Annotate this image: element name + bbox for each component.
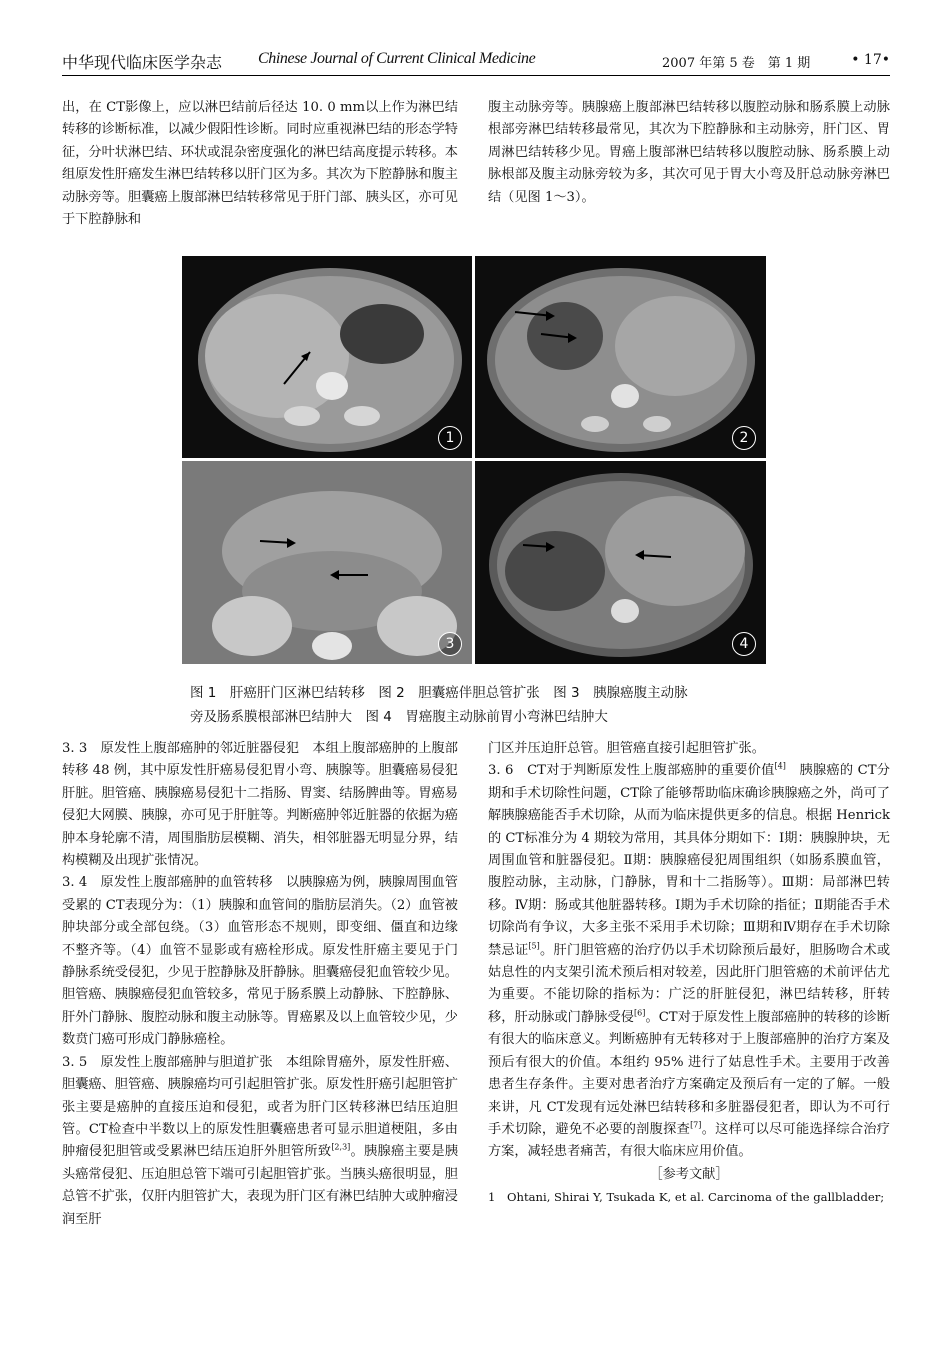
ct-image-figure-4	[475, 461, 766, 664]
section-3-4: 3. 4 原发性上腹部癌肿的血管转移 以胰腺癌为例，胰腺周围血管受累的 CT表现分为：（1）胰腺和血管间的脂肪层消失。（2）血管被肿块部分或全部包绕。（3）血管形态不规则，即变细、僵直和边缘不整齐等。（4）血管不显影或有癌栓形成。原发性肝癌主要见于门静脉系统受侵犯，少见于腔静脉及肝静脉。胆囊癌侵犯血管较少见。胆管癌、胰腺癌侵犯血管较多，常见于肠系膜上动静脉、下腔静脉、肝外门静脉、腹腔动脉和腹主动脉等。胃癌累及以上血管较少见，少数贲门癌可形成门静脉癌栓。	[62, 875, 458, 1048]
section-3-5	[62, 1052, 458, 1231]
section-3-6-text: 。这样可以尽可能选择综合治疗方案，减轻患者痛苦，有很大临床应用价值。	[488, 1121, 890, 1160]
section-3-6-text: 。肝门胆管癌的治疗仍以手术切除预后最好，胆肠吻合术或姑息性的内支架引流术预后相对较差，因此肝门胆管癌的术前评估尤为重要。不能切除的指标为：广泛的肝脏侵犯，淋巴结转移，肝转移，肝动脉或门静脉受侵	[488, 942, 891, 1025]
journal-title-en: Chinese Journal of Current Clinical Medicine	[258, 50, 536, 67]
figure-number-badge: 2	[732, 426, 756, 450]
citation: [2,3]	[331, 1142, 351, 1152]
ct-image-figure-3	[182, 461, 472, 664]
figure-number-badge: 4	[732, 632, 756, 656]
ct-image-figure-2	[475, 256, 766, 458]
section-3-5-text: 3. 5 原发性上腹部癌肿与胆道扩张 本组除胃癌外，原发性肝癌、胆囊癌、胆管癌、胰腺癌均可引起胆管扩张。原发性肝癌引起胆管扩张主要是癌肿的直接压迫和侵犯，或者为肝门区转移淋巴结压迫胆管。CT检查中半数以上的原发性胆囊癌患者可显示胆道梗阻，多由肿瘤侵犯胆管或受累淋巴结压迫肝外胆管所致	[62, 1054, 458, 1160]
section-3-6-text: 胰腺癌的 CT分期和手术切除性问题，CT除了能够帮助临床确诊胰腺癌之外，尚可了解胰腺癌能否手术切除，从而为临床提供更多的信息。根据 Henrick的 CT标准分为 4 期较为常用，其具体分期如下：Ⅰ期：胰腺肿块，无周围血管和脏器侵犯。Ⅱ期：胰腺癌侵犯周围组织（如肠系膜血管，腹腔动脉，主动脉，门静脉，胃和十二指肠等）。Ⅲ期：局部淋巴转移。Ⅳ期：肠或其他脏器转移。Ⅰ期为手术切除的指征；Ⅱ期能否手术切除尚有争议，大多主张不采用手术切除；Ⅲ期和Ⅳ期存在手术切除禁忌证	[488, 763, 890, 958]
paragraph: 腹主动脉旁等。胰腺癌上腹部淋巴结转移以腹腔动脉和肠系膜上动脉根部旁淋巴结转移最常见，其次为下腔静脉和主动脉旁，肝门区、胃周淋巴结转移少见。胃癌上腹部淋巴结转移以腹腔动脉、肠系膜上动脉根部及腹主动脉旁较为多，其次可见于胃大小弯及肝总动脉旁淋巴结（见图 1～3）。	[488, 100, 890, 205]
figure-caption-line: 旁及肠系膜根部淋巴结肿大 图 4 胃癌腹主动脉前胃小弯淋巴结肿大	[190, 709, 608, 725]
text-column-top-left	[62, 97, 458, 231]
header-rule	[62, 75, 890, 76]
citation: [7]	[690, 1120, 702, 1130]
section-3-3: 3. 3 原发性上腹部癌肿的邻近脏器侵犯 本组上腹部癌肿的上腹部转移 48 例，其中原发性肝癌易侵犯胃小弯、胰腺等。胆囊癌易侵犯肝脏。胆管癌、胰腺癌易侵犯十二指肠、胃窦、结肠脾曲等。胃癌易侵犯大网膜、胰腺，亦可见于肝脏等。判断癌肿邻近脏器的依据为癌肿本身轮廓不清，周围脂肪层模糊、消失，相邻脏器无明显分界，结构模糊及出现扩张情况。	[62, 741, 458, 869]
text-column-top-right	[488, 97, 890, 209]
running-header	[62, 46, 890, 76]
page-number: • 17•	[851, 52, 890, 68]
references-heading: ［参考文献］	[649, 1166, 729, 1182]
journal-title-cn: 中华现代临床医学杂志	[62, 53, 223, 72]
figure-number-badge: 1	[438, 426, 462, 450]
figure-caption-line: 图 1 肝癌肝门区淋巴结转移 图 2 胆囊癌伴胆总管扩张 图 3 胰腺癌腹主动脉	[190, 685, 688, 701]
citation: [4]	[774, 762, 786, 772]
figure-caption	[190, 681, 770, 729]
citation: [6]	[634, 1008, 646, 1018]
figure-number-badge: 3	[438, 632, 462, 656]
citation: [5]	[528, 941, 540, 951]
paragraph: 门区并压迫肝总管。胆管癌直接引起胆管扩张。	[488, 741, 765, 756]
section-3-6	[488, 760, 890, 1163]
section-3-5-text: 。胰腺癌主要是胰头癌常侵犯、压迫胆总管下端可引起胆管扩张。当胰头癌很明显，胆总管不扩张，仅肝内胆管扩大，表现为肝门区有淋巴结肿大或肿瘤浸润至肝	[62, 1144, 459, 1227]
text-column-bottom-right	[488, 738, 890, 1209]
section-3-6-text: 。CT对于原发性上腹部癌肿的转移的诊断有很大的临床意义。判断癌肿有无转移对于上腹部癌肿的治疗方案及预后有很大的价值。本组约 95% 进行了姑息性手术。主要用于改善患者生存条件。主要对患者治疗方案确定及预后有一定的了解。一般来讲，凡 CT发现有远处淋巴结转移和多脏器侵犯者，即认为不可行手术切除，避免不必要的剖腹探查	[488, 1009, 890, 1137]
issue-info: 2007 年第 5 卷 第 1 期	[662, 56, 811, 71]
reference-item: 1 Ohtani, Shirai Y, Tsukada K, et al. Carcinoma of the gallbladder;	[488, 1190, 885, 1205]
section-3-6-text: 3. 6 CT对于判断原发性上腹部癌肿的重要价值	[488, 763, 775, 779]
text-column-bottom-left	[62, 738, 458, 1231]
ct-image-figure-1	[182, 256, 472, 458]
paragraph: 出，在 CT影像上，应以淋巴结前后径达 10. 0 mm以上作为淋巴结转移的诊断标准，以减少假阳性诊断。同时应重视淋巴结的形态学特征，分叶状淋巴结、环状或混杂密度强化的淋巴结高度提示转移。本组原发性肝癌发生淋巴结转移以肝门区为多。其次为下腔静脉和腹主动脉旁等。胆囊癌上腹部淋巴结转移常见于肝门部、胰头区，亦可见于下腔静脉和	[62, 100, 458, 228]
